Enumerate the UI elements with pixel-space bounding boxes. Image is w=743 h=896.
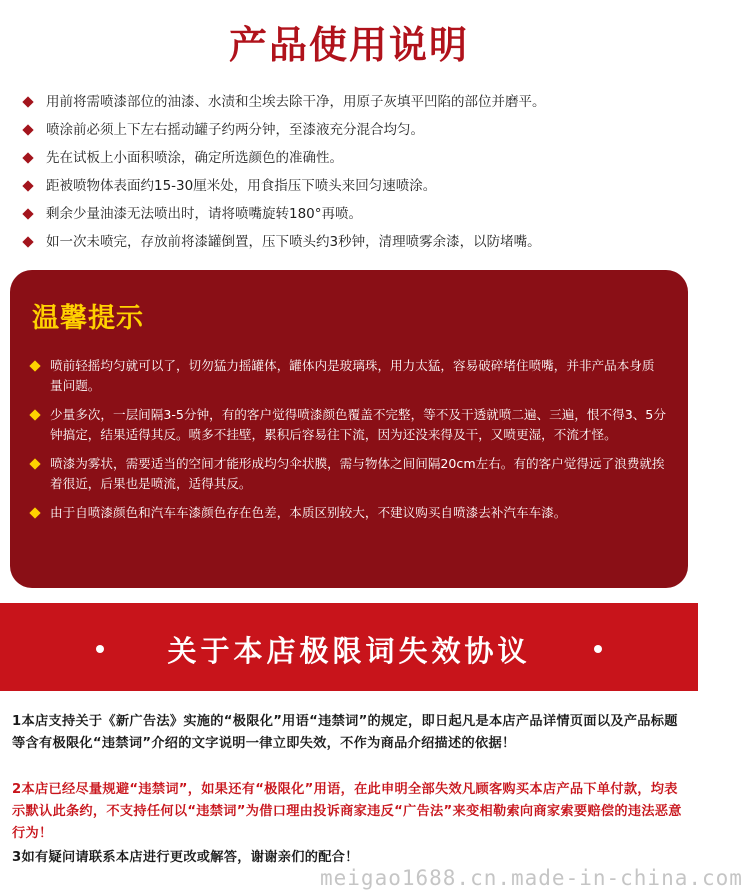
usage-item: 用前将需喷漆部位的油漆、水渍和尘埃去除干净，用原子灰填平凹陷的部位并磨平。 — [22, 92, 682, 120]
diamond-bullet-icon — [22, 180, 33, 191]
agreement-paragraph-2: 2本店已经尽量规避“违禁词”，如果还有“极限化”用语，在此申明全部失效凡顾客购买本店产品下单付款，均表示默认此条约，不支持任何以“违禁词”为借口理由投诉商家违反“广告法”来变相勒索向商家索要赔偿的违法恶意行为！ — [12, 782, 682, 841]
usage-item: 剩余少量油漆无法喷出时，请将喷嘴旋转180°再喷。 — [22, 204, 682, 232]
diamond-bullet-icon — [29, 409, 40, 420]
bullet-dot-icon — [594, 645, 602, 653]
diamond-bullet-icon — [22, 96, 33, 107]
tips-panel — [10, 270, 688, 588]
diamond-bullet-icon — [29, 458, 40, 469]
agreement-banner — [0, 603, 698, 691]
diamond-bullet-icon — [29, 360, 40, 371]
diamond-bullet-icon — [22, 208, 33, 219]
tips-list — [22, 356, 666, 533]
tips-title: 温馨提示 — [32, 303, 144, 334]
agreement-paragraph-1: 1本店支持关于《新广告法》实施的“极限化”用语“违禁词”的规定，即日起凡是本店产品详情页面以及产品标题等含有极限化“违禁词”介绍的文字说明一律立即失效，不作为商品介绍描述的依据！ — [12, 714, 678, 751]
agreement-paragraph-3: 3如有疑问请联系本店进行更改或解答，谢谢亲们的配合！ — [12, 850, 359, 865]
diamond-bullet-icon — [22, 124, 33, 135]
usage-item: 先在试板上小面积喷涂，确定所选颜色的准确性。 — [22, 148, 682, 176]
usage-item: 喷涂前必须上下左右摇动罐子约两分钟，至漆液充分混合均匀。 — [22, 120, 682, 148]
usage-title: 产品使用说明 — [228, 23, 469, 67]
usage-section — [0, 0, 698, 270]
usage-item: 如一次未喷完，存放前将漆罐倒置，压下喷头约3秒钟，清理喷雾余漆，以防堵嘴。 — [22, 232, 682, 260]
diamond-bullet-icon — [22, 236, 33, 247]
watermark: meigao1688.cn.made-in-china.com — [320, 866, 743, 890]
usage-list — [22, 92, 682, 260]
tips-item: 由于自喷漆颜色和汽车车漆颜色存在色差，本质区别较大，不建议购买自喷漆去补汽车车漆。 — [22, 503, 666, 523]
usage-item: 距被喷物体表面约15-30厘米处，用食指压下喷头来回匀速喷涂。 — [22, 176, 682, 204]
tips-item: 喷前轻摇均匀就可以了，切勿猛力摇罐体，罐体内是玻璃珠，用力太猛，容易破碎堵住喷嘴，并非产品本身质量问题。 — [22, 356, 666, 395]
banner-title: 关于本店极限词失效协议 — [167, 634, 531, 668]
tips-item: 少量多次，一层间隔3-5分钟，有的客户觉得喷漆颜色覆盖不完整，等不及干透就喷二遍、三遍，恨不得3、5分钟搞定，结果适得其反。喷多不挂壁，累积后容易往下流，因为还没来得及干，又喷更湿，不流才怪。 — [22, 405, 666, 444]
diamond-bullet-icon — [29, 507, 40, 518]
tips-item: 喷漆为雾状，需要适当的空间才能形成均匀伞状膜，需与物体之间间隔20cm左右。有的客户觉得远了浪费就挨着很近，后果也是喷流，适得其反。 — [22, 454, 666, 493]
diamond-bullet-icon — [22, 152, 33, 163]
